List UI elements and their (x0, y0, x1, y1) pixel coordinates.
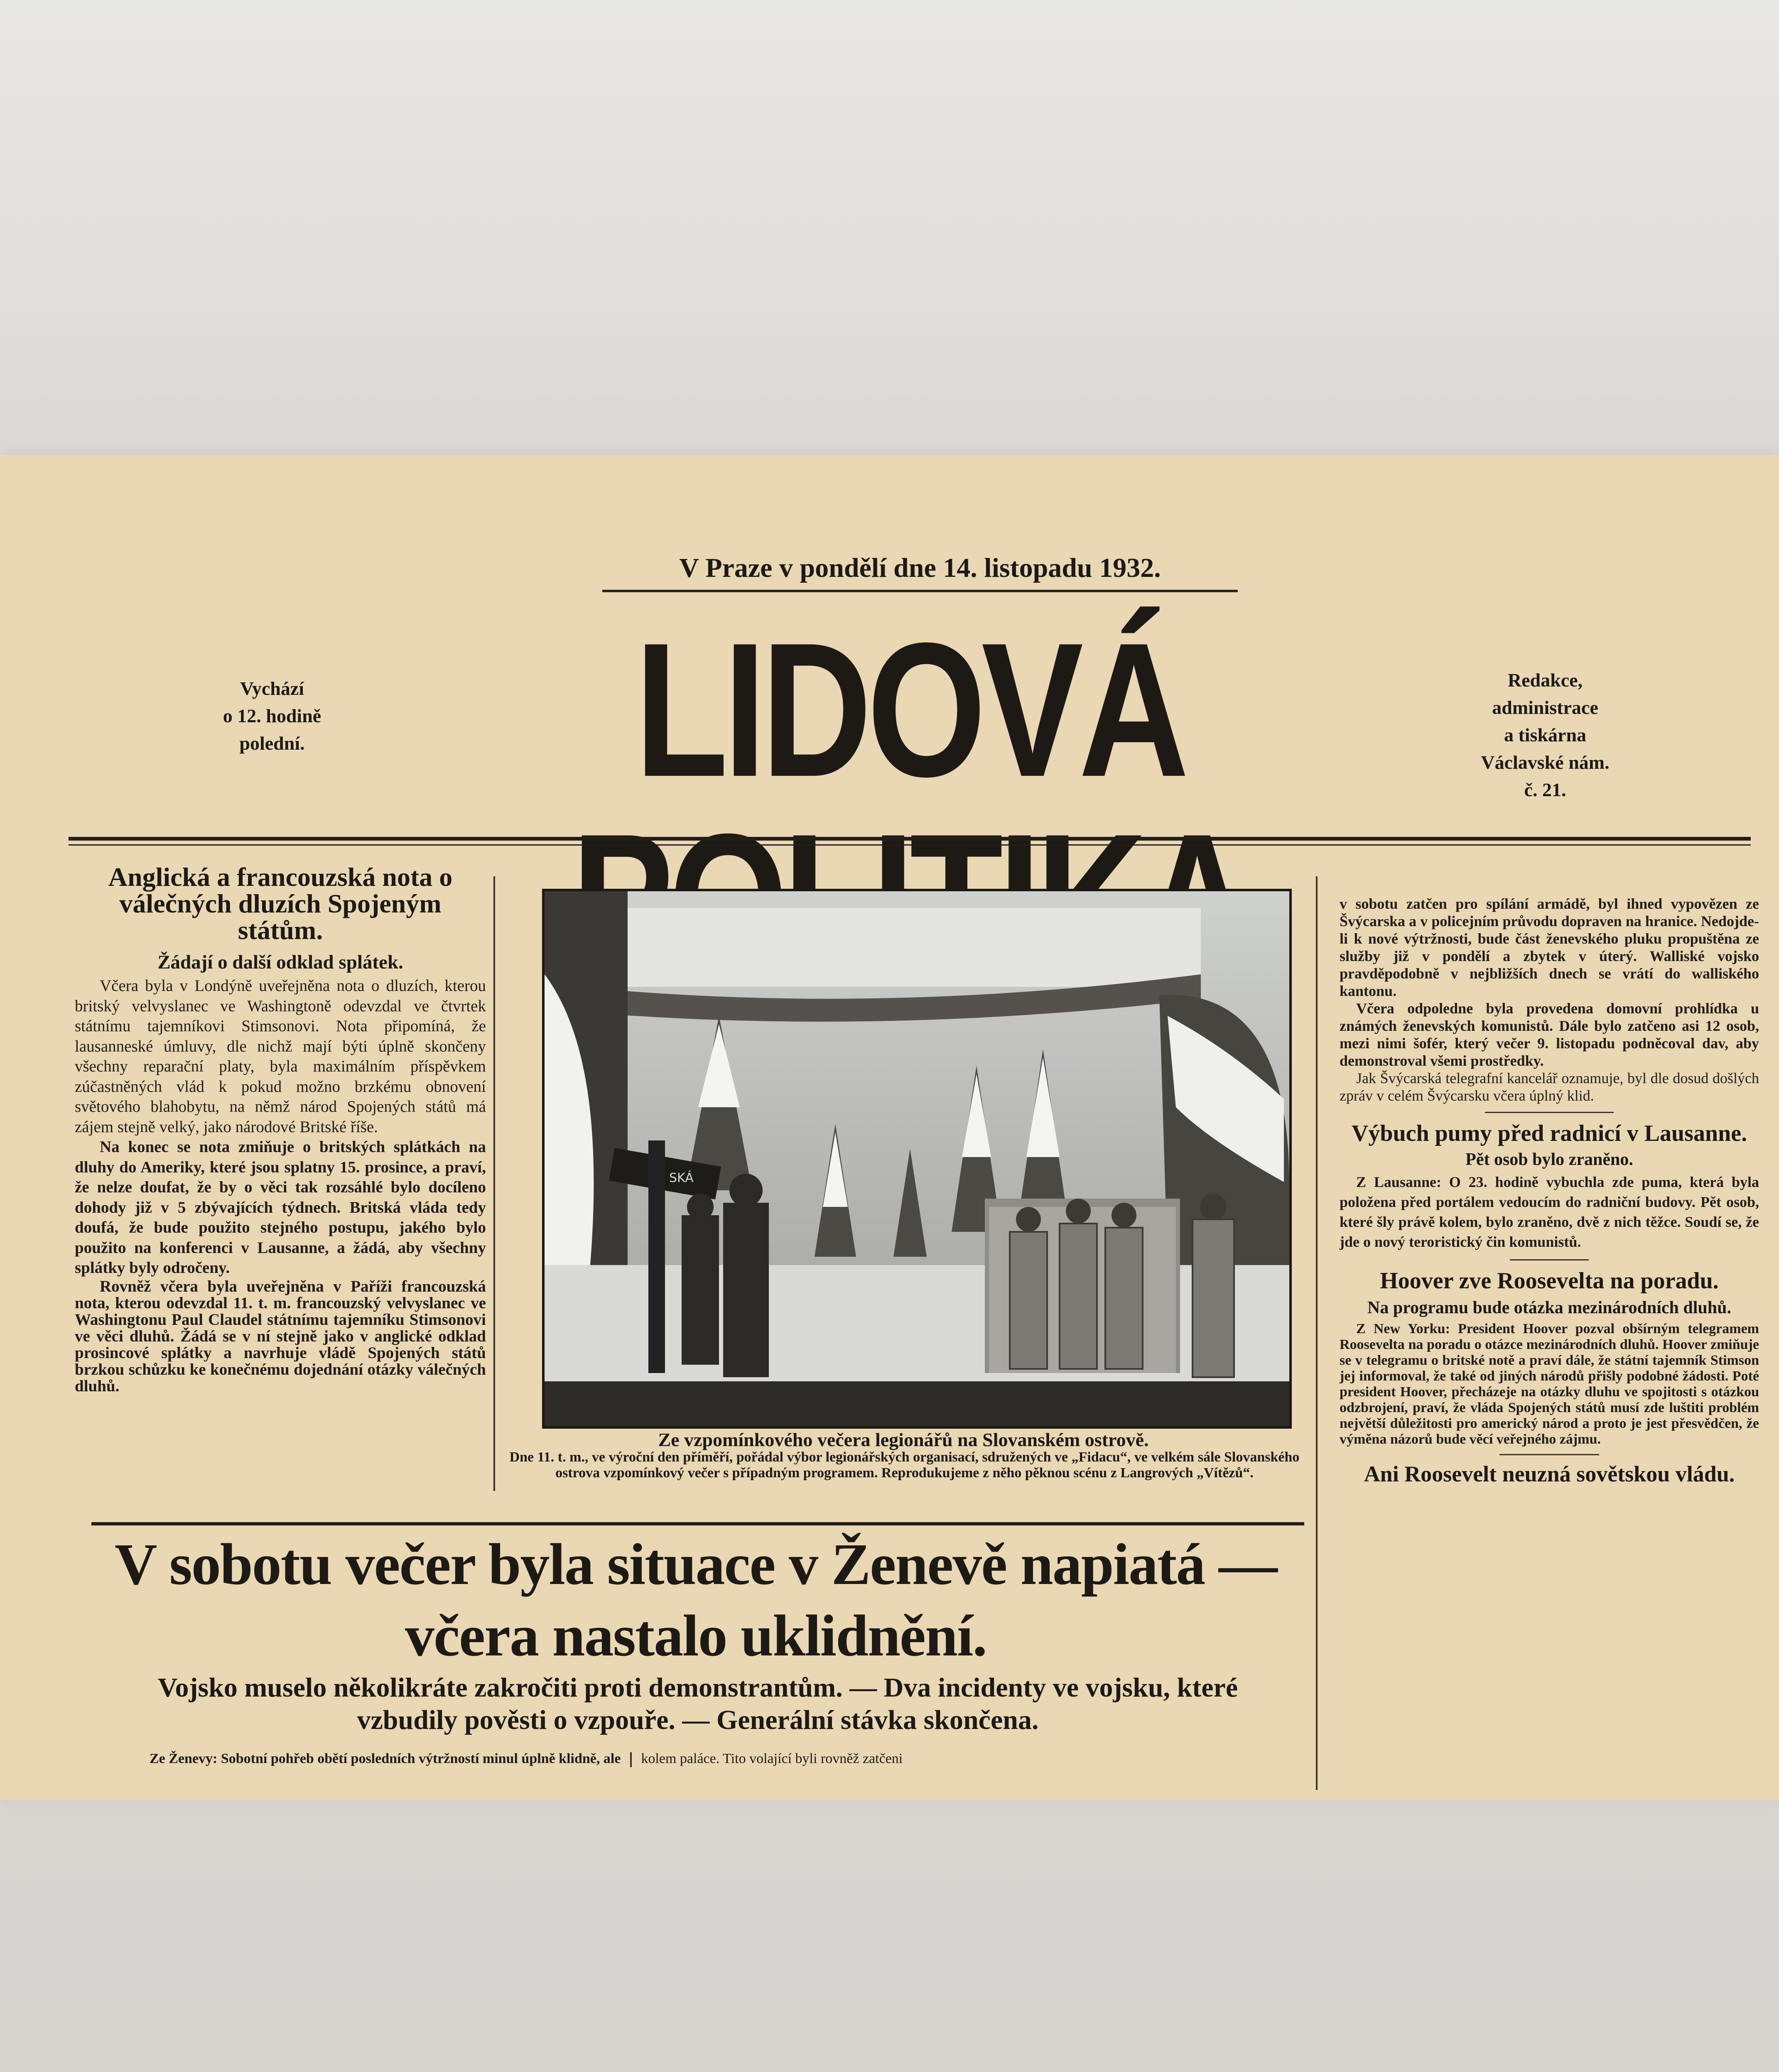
right-column (1340, 895, 1759, 1487)
left-article-paragraph: Včera byla v Londýně uveřejněna nota o dluzích, kterou britský velvyslanec ve Washingtoně odevzdal ve čtvrtek státnímu tajemníkovi Stimsonovi. Nota připomíná, že lausanneské úmluvy, dle nichž mají býti úplně skončeny všechny reparační platy, byla maximálním příspěvkem zúčastněných vlád k pokud možno brzkému obnovení světového blahobytu, na němž národ Spojených států má zájem stejně velký, jako národové Britské říše. (75, 977, 486, 1136)
masthead-rule-thick (69, 837, 1751, 841)
article-body: Z Lausanne: O 23. hodině vybuchla zde puma, která byla položena před portálem vedoucím do radniční budovy. Pět osob, které šly právě kolem, bylo zraněno, dvě z nich těžce. Soudí se, že jde o nový teroristický čin komunistů. (1340, 1174, 1759, 1250)
dateline-rule (602, 590, 1238, 592)
right-column-paragraph: v sobotu zatčen pro spílání armádě, byl ihned vypovězen ze Švýcarska a v policejním průvodu dopraven na hranice. Nedojde-li k nové výtržnosti, bude část ženevského pluku propuštěna ze služby již v pondělí a zbytek v úterý. Walliské vojsko pravděpodobně v nejbližších dnech se vrátí do walliského kantonu. (1340, 895, 1759, 999)
main-article-headline (75, 1528, 1317, 1671)
ear-left-line: o 12. hodině (223, 705, 321, 726)
ear-right-line: a tiskárna (1504, 724, 1587, 745)
ear-right-line: administrace (1492, 697, 1598, 718)
article-headline: Ani Roosevelt neuzná sovětskou vládu. (1364, 1461, 1735, 1486)
main-article-body-start (150, 1751, 1304, 1767)
article-subhead: Pět osob bylo zraněno. (1465, 1150, 1633, 1169)
article-subhead: Na programu bude otázka mezinárodních dluhů. (1367, 1298, 1731, 1317)
news-photo (542, 889, 1292, 1429)
photo-caption-title: Ze vzpomínkového večera legionářů na Slovanském ostrově. (658, 1429, 1149, 1450)
main-body-left: Ze Ženevy: Sobotní pohřeb obětí posledních výtržností minul úplně klidně, ale (150, 1751, 621, 1766)
stage-scene-image (545, 891, 1289, 1426)
article-headline: Výbuch pumy před radnicí v Lausanne. (1351, 1121, 1747, 1146)
main-subhead-line: Vojsko muselo několikráte zakročiti proti demonstrantům. — Dva incidenty ve vojsku, které (157, 1672, 1238, 1703)
right-column-paragraph: Včera odpoledne byla provedena domovní prohlídka u známých ženevských komunistů. Dále bylo zatčeno asi 12 osob, mezi nimi šofér, který večer 9. listopadu podněcoval dav, aby demonstroval všemi prostředky. (1340, 1000, 1759, 1069)
main-subhead-line: vzbudily pověsti o vzpouře. — Generální stávka skončena. (357, 1705, 1039, 1735)
photo-caption-body: Dne 11. t. m., ve výroční den příměří, pořádal výbor legionářských organisací, sdružených ve „Fidacu“, ve velkém sále Slovanského ostrova vzpomínkový večer s případným programem. Reprodukujeme z něho pěknou scénu z Langrových „Vítězů“. (509, 1449, 1300, 1481)
main-headline-line: V sobotu večer byla situace v Ženevě napiatá — (115, 1531, 1277, 1597)
column-rule-left (493, 876, 495, 1491)
article-headline: Hoover zve Roosevelta na poradu. (1380, 1268, 1719, 1294)
article-separator (1485, 1112, 1614, 1113)
main-article-rule (91, 1522, 1304, 1525)
masthead-rule-thin (69, 844, 1751, 846)
left-article (75, 864, 486, 1395)
ear-left-line: polední. (239, 733, 305, 754)
ear-right-line: č. 21. (1524, 779, 1566, 800)
masthead-ear-right (1454, 667, 1637, 804)
ear-right-line: Václavské nám. (1481, 752, 1610, 773)
article-separator (1510, 1259, 1589, 1260)
ear-right-line: Redakce, (1507, 669, 1583, 691)
left-article-headline: Anglická a francouzská nota o válečných dluzích Spojeným státům. (108, 862, 453, 945)
left-article-paragraph: Na konec se nota zmiňuje o britských splátkách na dluhy do Ameriky, které jsou splatny 15. prosince, a praví, že nelze doufat, že by o věci tak rozsáhlé bylo docíleno dohody již v 5 zbývajících týdnech. Britská vláda tedy doufá, že bude použito stejného postupu, jakého bylo použito na konferenci v Lausanne, a žádá, aby všechny splátky byly odročeny. (75, 1138, 486, 1277)
ear-left-line: Vychází (240, 678, 304, 699)
article-separator (1499, 1454, 1599, 1455)
main-headline-line: včera nastalo uklidnění. (405, 1603, 986, 1668)
main-article-subhead (83, 1672, 1313, 1736)
column-divider (630, 1752, 632, 1767)
masthead-ear-left (174, 675, 370, 757)
left-article-paragraph: Rovněž včera byla uveřejněna v Paříži francouzská nota, kterou odevzdal 11. t. m. francouzský velvyslanec ve Washingtonu Paul Claudel státnímu tajemníku Stimsonovi ve věci dluhů. Žádá se v ní stejně jako v anglické odklad prosincové splátky a navrhuje vládě Spojených států brzkou schůzku ke konečnému dojednání otázky válečných dluhů. (75, 1277, 486, 1395)
article-body: Z New Yorku: President Hoover pozval obšírným telegramem Roosevelta na poradu o otázce mezinárodních dluhů. Hoover zmiňuje se v telegramu o britské notě a praví dále, že státní tajemník Stimson jej informoval, že také od jiných národů přišly podobné žádosti. Poté president Hoover, přecházeje na otázky dluhu ve spojitosti s otázkou odzbrojení, praví, že vláda Spojených států musí zde luštiti problém největší důležitosti pro americký národ a proto je jest přesvědčen, že výměna názorů bude věcí veřejného zájmu. (1340, 1321, 1759, 1447)
dateline: V Praze v pondělí dne 14. listopadu 1932. (679, 553, 1161, 583)
stage-banner-text: SKÁ (669, 1171, 694, 1185)
masthead-title: LIDOVÁ (635, 603, 1185, 817)
main-body-right: kolem paláce. Tito volající byli rovněž zatčeni (641, 1751, 903, 1766)
right-column-paragraph: Jak Švýcarská telegrafní kancelář oznamuje, byl dle dosud došlých zpráv v celém Švýcarsku včera úplný klid. (1340, 1070, 1759, 1104)
left-article-subhead: Žádají o další odklad splátek. (157, 951, 403, 973)
